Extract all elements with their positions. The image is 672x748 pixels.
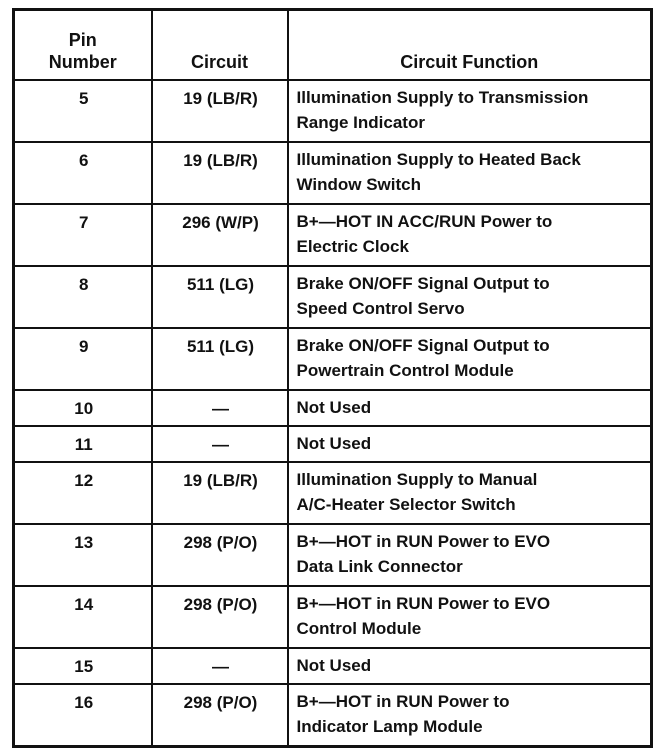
table-row	[14, 80, 652, 142]
header-pin-line1: Pin	[68, 30, 97, 50]
header-pin-number	[14, 10, 152, 81]
table-row	[14, 648, 652, 684]
circuit-cell: —	[152, 426, 288, 462]
circuit-function-cell	[288, 266, 652, 328]
pin-number-cell: 12	[14, 462, 152, 524]
circuit-cell: —	[152, 390, 288, 426]
function-line-2: Indicator Lamp Module	[296, 717, 483, 736]
pin-number-cell: 8	[14, 266, 152, 328]
table-row	[14, 524, 652, 586]
function-line-2: Electric Clock	[296, 237, 409, 256]
table-row	[14, 462, 652, 524]
circuit-function-cell	[288, 462, 652, 524]
pin-number-cell: 7	[14, 204, 152, 266]
circuit-function-cell	[288, 648, 652, 684]
function-line-1: Illumination Supply to Manual	[296, 470, 538, 489]
pin-number-cell: 5	[14, 80, 152, 142]
pin-number-cell: 6	[14, 142, 152, 204]
function-line-1: Not Used	[296, 398, 372, 417]
circuit-function-cell	[288, 142, 652, 204]
circuit-cell: 298 (P/O)	[152, 524, 288, 586]
function-line-1: Brake ON/OFF Signal Output to	[296, 274, 550, 293]
function-line-1: Not Used	[296, 434, 372, 453]
table-row	[14, 328, 652, 390]
pin-number-cell: 13	[14, 524, 152, 586]
table-row	[14, 266, 652, 328]
function-line-1: B+—HOT in RUN Power to	[296, 692, 510, 711]
header-circuit-function: Circuit Function	[288, 10, 652, 81]
circuit-cell: —	[152, 648, 288, 684]
function-line-2: Powertrain Control Module	[296, 361, 514, 380]
table-row	[14, 204, 652, 266]
function-line-2: Speed Control Servo	[296, 299, 465, 318]
pin-function-table	[12, 8, 653, 748]
circuit-cell: 511 (LG)	[152, 266, 288, 328]
circuit-function-cell	[288, 390, 652, 426]
header-circuit: Circuit	[152, 10, 288, 81]
circuit-cell: 511 (LG)	[152, 328, 288, 390]
function-line-1: Illumination Supply to Transmission	[296, 88, 589, 107]
circuit-function-cell	[288, 80, 652, 142]
circuit-function-cell	[288, 204, 652, 266]
table-row	[14, 586, 652, 648]
pin-number-cell: 10	[14, 390, 152, 426]
circuit-function-cell	[288, 426, 652, 462]
function-line-2: Control Module	[296, 619, 422, 638]
circuit-cell: 298 (P/O)	[152, 684, 288, 747]
circuit-cell: 296 (W/P)	[152, 204, 288, 266]
function-line-1: B+—HOT IN ACC/RUN Power to	[296, 212, 553, 231]
circuit-function-cell	[288, 684, 652, 747]
header-row	[14, 10, 652, 81]
table-row	[14, 426, 652, 462]
table-row	[14, 684, 652, 747]
circuit-function-cell	[288, 586, 652, 648]
circuit-cell: 298 (P/O)	[152, 586, 288, 648]
function-line-1: Not Used	[296, 656, 372, 675]
pin-number-cell: 15	[14, 648, 152, 684]
circuit-cell: 19 (LB/R)	[152, 80, 288, 142]
pin-number-cell: 14	[14, 586, 152, 648]
header-pin-line2: Number	[48, 52, 117, 72]
function-line-1: Brake ON/OFF Signal Output to	[296, 336, 550, 355]
function-line-2: Data Link Connector	[296, 557, 463, 576]
function-line-2: A/C-Heater Selector Switch	[296, 495, 516, 514]
function-line-1: Illumination Supply to Heated Back	[296, 150, 581, 169]
pin-number-cell: 9	[14, 328, 152, 390]
circuit-cell: 19 (LB/R)	[152, 142, 288, 204]
function-line-2: Window Switch	[296, 175, 422, 194]
pin-number-cell: 11	[14, 426, 152, 462]
pin-number-cell: 16	[14, 684, 152, 747]
circuit-function-cell	[288, 524, 652, 586]
function-line-1: B+—HOT in RUN Power to EVO	[296, 532, 551, 551]
circuit-cell: 19 (LB/R)	[152, 462, 288, 524]
function-line-2: Range Indicator	[296, 113, 425, 132]
table-row	[14, 390, 652, 426]
circuit-function-cell	[288, 328, 652, 390]
table-row	[14, 142, 652, 204]
function-line-1: B+—HOT in RUN Power to EVO	[296, 594, 551, 613]
